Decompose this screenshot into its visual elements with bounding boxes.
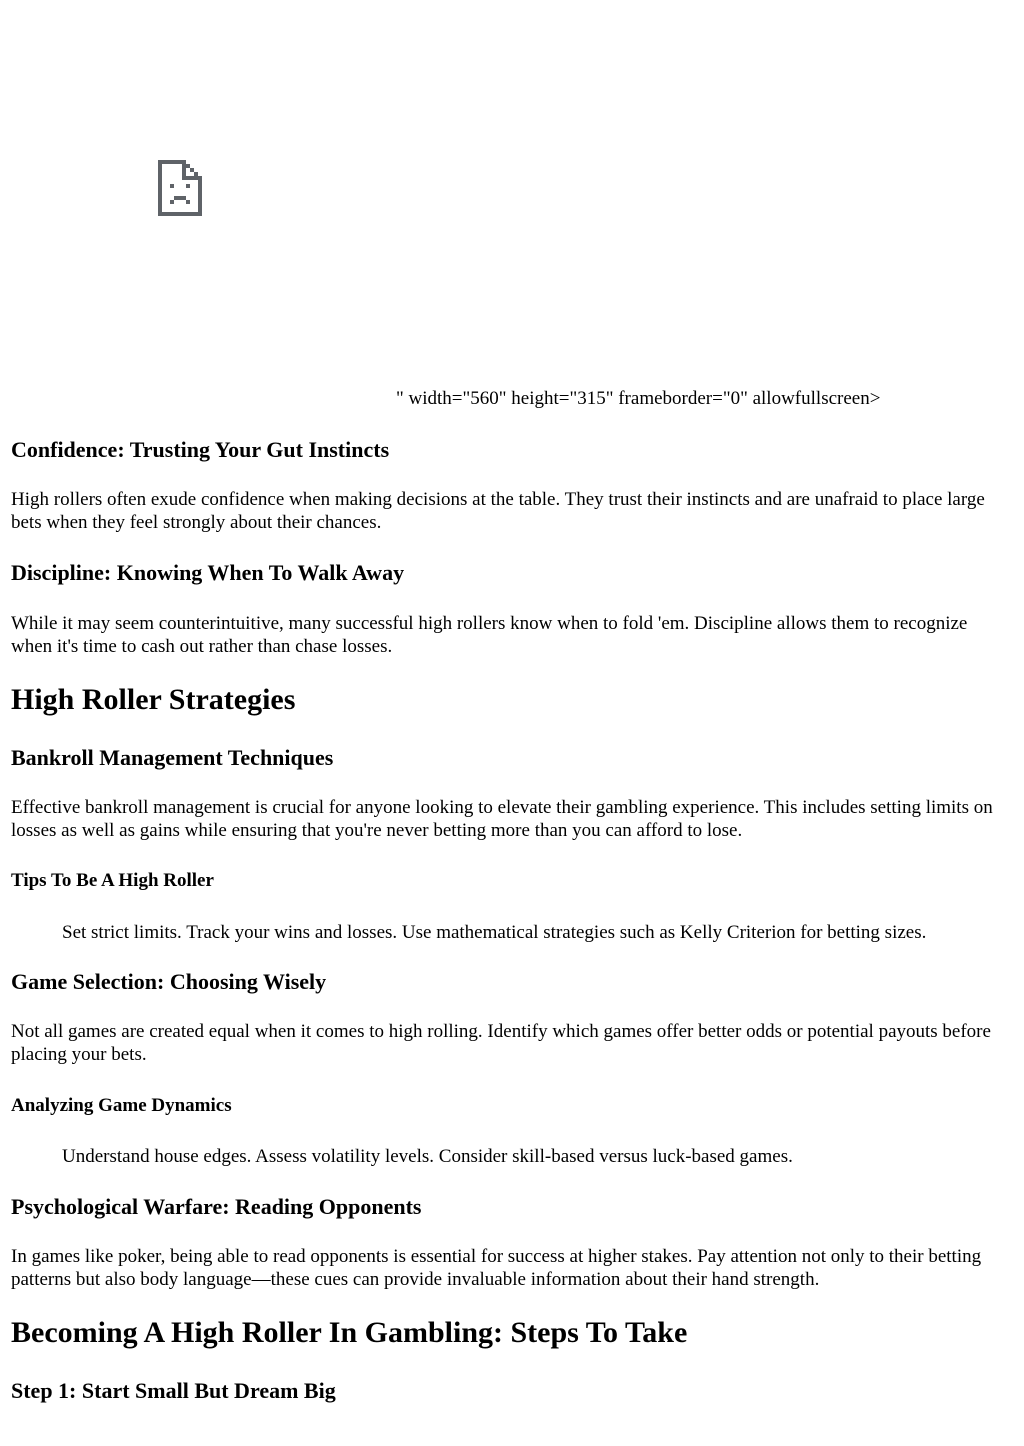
paragraph-game-selection: Not all games are created equal when it comes to high rolling. Identify which games offer better odds or potential payouts before placing your bets. <box>11 1021 991 1065</box>
heading-confidence: Confidence: Trusting Your Gut Instincts <box>11 437 390 462</box>
heading-tips: Tips To Be A High Roller <box>11 870 214 891</box>
embed-attribute-text: " width="560" height="315" frameborder="0" allowfullscreen> <box>396 388 881 409</box>
broken-embed-frame <box>11 0 1013 409</box>
paragraph-discipline: While it may seem counterintuitive, many successful high rollers know when to fold 'em. Discipline allows them to recognize when it's time to cash out rather than chase losses. <box>11 613 968 657</box>
paragraph-confidence: High rollers often exude confidence when making decisions at the table. They trust their instincts and are unafraid to place large bets when they feel strongly about their chances. <box>11 489 985 533</box>
blockquote-tips: Set strict limits. Track your wins and losses. Use mathematical strategies such as Kelly Criterion for betting sizes. <box>62 922 927 943</box>
heading-becoming-high-roller: Becoming A High Roller In Gambling: Steps To Take <box>11 1316 688 1349</box>
heading-high-roller-strategies: High Roller Strategies <box>11 683 296 716</box>
paragraph-psychological: In games like poker, being able to read opponents is essential for success at higher stakes. Pay attention not only to their betting patterns but also body language—these cues can provide invaluable information about their hand strength. <box>11 1246 982 1290</box>
heading-game-selection: Game Selection: Choosing Wisely <box>11 969 327 994</box>
heading-dynamics: Analyzing Game Dynamics <box>11 1095 232 1116</box>
article-content <box>11 0 1013 1403</box>
heading-step-1: Step 1: Start Small But Dream Big <box>11 1378 336 1403</box>
heading-bankroll: Bankroll Management Techniques <box>11 745 334 770</box>
heading-discipline: Discipline: Knowing When To Walk Away <box>11 560 405 585</box>
heading-psychological: Psychological Warfare: Reading Opponents <box>11 1194 422 1219</box>
blockquote-dynamics: Understand house edges. Assess volatility levels. Consider skill-based versus luck-based games. <box>62 1146 793 1167</box>
broken-document-icon <box>158 160 202 216</box>
paragraph-bankroll: Effective bankroll management is crucial for anyone looking to elevate their gambling experience. This includes setting limits on losses as well as gains while ensuring that you're never betting more than you can afford to lose. <box>11 797 993 841</box>
